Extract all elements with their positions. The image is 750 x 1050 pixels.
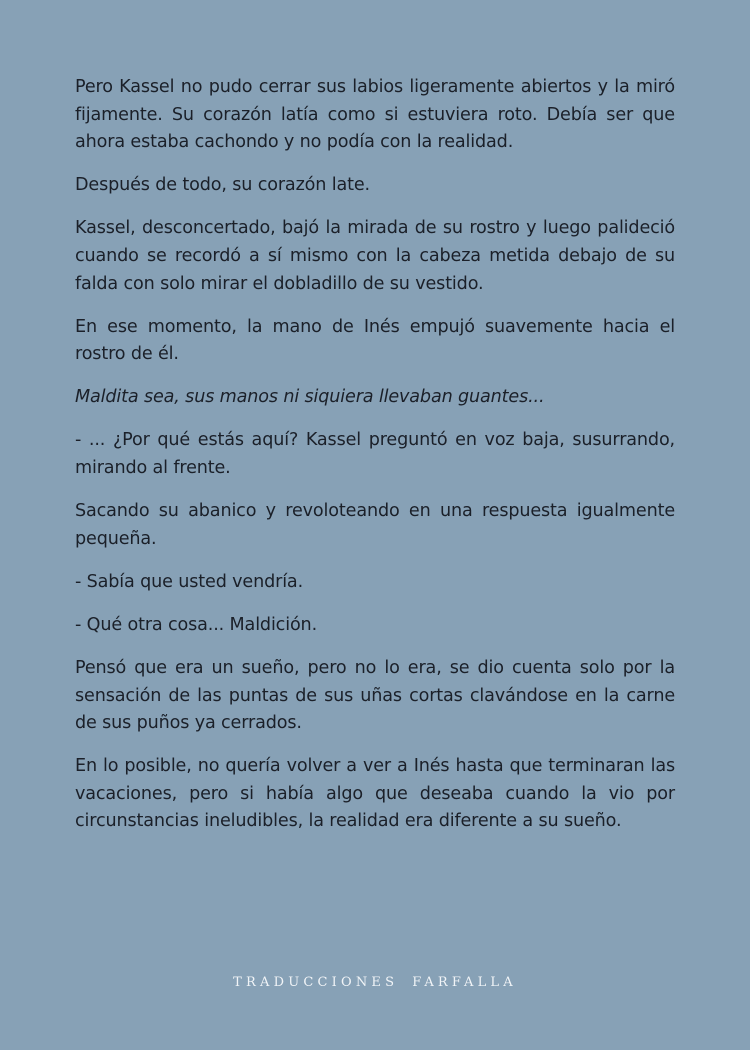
footer-word: TRADUCCIONES — [233, 975, 399, 990]
paragraph: Pensó que era un sueño, pero no lo era, se dio cuenta solo por la sensación de las puntas de sus uñas cortas clavándose en la carne de sus puños ya cerrados. — [75, 658, 675, 734]
paragraph-dialogue: - Sabía que usted vendría. — [75, 571, 304, 592]
paragraph: Pero Kassel no pudo cerrar sus labios ligeramente abiertos y la miró fijamente. Su corazón latía como si estuviera roto. Debía ser que ahora estaba cachondo y no podía con la realidad. — [75, 77, 675, 153]
paragraph-dialogue: - Qué otra cosa... Maldición. — [75, 614, 318, 635]
paragraph: Después de todo, su corazón late. — [75, 175, 370, 196]
paragraph: En lo posible, no quería volver a ver a Inés hasta que terminaran las vacaciones, pero si había algo que deseaba cuando la vio por circunstancias ineludibles, la realidad era diferente a su sueño. — [75, 756, 675, 832]
paragraph-italic-thought: Maldita sea, sus manos ni siquiera llevaban guantes... — [75, 387, 545, 408]
paragraph: Sacando su abanico y revoloteando en una respuesta igualmente pequeña. — [75, 501, 675, 549]
paragraph: En ese momento, la mano de Inés empujó suavemente hacia el rostro de él. — [75, 316, 675, 365]
paragraph-dialogue: - ... ¿Por qué estás aquí? Kassel preguntó en voz baja, susurrando, mirando al frente. — [75, 430, 675, 479]
paragraph: Kassel, desconcertado, bajó la mirada de su rostro y luego palideció cuando se recordó a sí mismo con la cabeza metida debajo de su falda con solo mirar el dobladillo de su vestido. — [75, 218, 675, 294]
page-body — [75, 74, 675, 852]
footer-word: FARFALLA — [412, 975, 517, 990]
translator-credit-footer — [0, 975, 750, 990]
